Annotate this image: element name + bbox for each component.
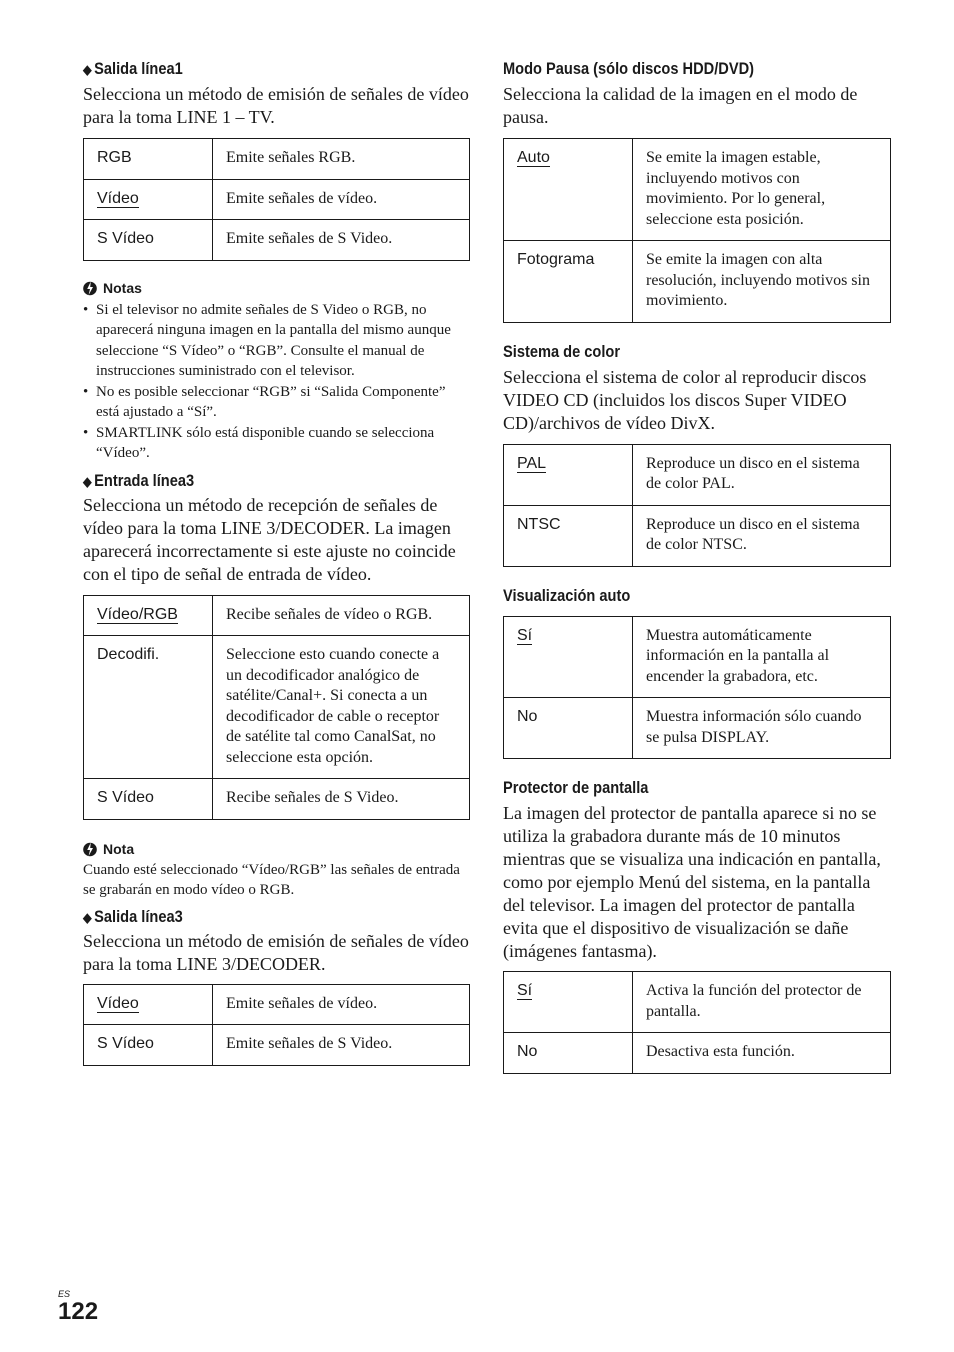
heading-entrada-linea3: ◆ Entrada línea3 — [83, 470, 195, 490]
table-row — [504, 241, 891, 323]
option-key: No — [504, 698, 633, 759]
diamond-bullet-icon: ◆ — [83, 473, 92, 489]
option-key: Fotograma — [504, 241, 633, 323]
option-desc: Desactiva esta función. — [633, 1033, 891, 1074]
table-row — [504, 616, 891, 698]
option-desc: Recibe señales de vídeo o RGB. — [213, 595, 470, 636]
option-key: NTSC — [504, 505, 633, 566]
option-desc: Muestra información sólo cuando se pulsa DISPLAY. — [633, 698, 891, 759]
list-item: • No es posible seleccionar “RGB” si “Salida Componente” está ajustado a “Sí”. — [83, 382, 470, 423]
option-key: S Vídeo — [84, 220, 213, 261]
diamond-bullet-icon: ◆ — [83, 909, 92, 925]
protector-pantalla-table — [503, 971, 891, 1074]
option-desc: Emite señales de vídeo. — [213, 984, 470, 1025]
nota-text: Cuando esté seleccionado “Vídeo/RGB” las señales de entrada se grabarán en modo vídeo o RGB. — [83, 861, 460, 898]
visualizacion-auto-table — [503, 616, 891, 760]
notas-list — [83, 300, 470, 464]
option-key: Vídeo/RGB — [84, 595, 213, 636]
table-row — [84, 179, 470, 220]
entrada-linea3-description: Selecciona un método de recepción de señales de vídeo para la toma LINE 3/DECODER. La imagen aparecerá incorrectamente si este ajuste no coincide con el tipo de señal de entrada de vídeo. — [83, 494, 456, 584]
left-column — [83, 58, 470, 1066]
salida-linea1-table — [83, 138, 470, 261]
modo-pausa-description: Selecciona la calidad de la imagen en el modo de pausa. — [503, 84, 858, 127]
option-desc: Se emite la imagen estable, incluyendo motivos con movimiento. Por lo general, seleccione esta posición. — [633, 139, 891, 241]
option-desc: Emite señales de vídeo. — [213, 179, 470, 220]
option-key: PAL — [504, 444, 633, 505]
heading-modo-pausa: Modo Pausa (sólo discos HDD/DVD) — [503, 59, 755, 78]
right-column — [503, 58, 891, 1074]
table-row — [84, 139, 470, 180]
table-row — [504, 444, 891, 505]
salida-linea3-table — [83, 984, 470, 1066]
sistema-color-table — [503, 444, 891, 567]
table-row — [504, 139, 891, 241]
option-key: S Vídeo — [84, 779, 213, 820]
notas-heading: Notas — [83, 279, 470, 297]
option-key: Sí — [504, 616, 633, 698]
option-key: Sí — [504, 972, 633, 1033]
option-key: Vídeo — [84, 179, 213, 220]
option-desc: Se emite la imagen con alta resolución, incluyendo motivos sin movimiento. — [633, 241, 891, 323]
note-icon — [83, 280, 97, 296]
option-key: RGB — [84, 139, 213, 180]
option-key: Auto — [504, 139, 633, 241]
option-desc: Emite señales de S Video. — [213, 1025, 470, 1066]
page-number: 122 — [58, 1298, 99, 1325]
option-key: No — [504, 1033, 633, 1074]
table-row — [504, 698, 891, 759]
option-desc: Reproduce un disco en el sistema de color NTSC. — [633, 505, 891, 566]
table-row — [504, 505, 891, 566]
option-desc: Muestra automáticamente información en la pantalla al encender la grabadora, etc. — [633, 616, 891, 698]
table-row — [84, 779, 470, 820]
table-row — [84, 984, 470, 1025]
table-row — [84, 1025, 470, 1066]
option-desc: Recibe señales de S Video. — [213, 779, 470, 820]
table-row — [504, 1033, 891, 1074]
option-desc: Emite señales RGB. — [213, 139, 470, 180]
list-item: • SMARTLINK sólo está disponible cuando se selecciona “Vídeo”. — [83, 423, 470, 464]
modo-pausa-table — [503, 138, 891, 323]
option-desc: Reproduce un disco en el sistema de color PAL. — [633, 444, 891, 505]
salida-linea3-description: Selecciona un método de emisión de señales de vídeo para la toma LINE 3/DECODER. — [83, 930, 469, 974]
table-row — [84, 595, 470, 636]
language-tag: ES — [58, 1289, 71, 1299]
option-key: Vídeo — [84, 984, 213, 1025]
heading-protector-pantalla: Protector de pantalla — [503, 778, 649, 797]
table-row — [84, 220, 470, 261]
note-icon — [83, 841, 97, 857]
option-desc: Seleccione esto cuando conecte a un decodificador analógico de satélite/Canal+. Si conecta a un decodificador de cable o receptor de satélite tal como CanalSat, no seleccione esta opción. — [213, 636, 470, 779]
option-desc: Activa la función del protector de pantalla. — [633, 972, 891, 1033]
heading-sistema-color: Sistema de color — [503, 341, 621, 361]
heading-salida-linea1: ◆ Salida línea1 — [83, 59, 183, 78]
protector-pantalla-description: La imagen del protector de pantalla aparece si no se utiliza la grabadora durante más de 10 minutos mientras que se visualiza una indicación en pantalla, como por ejemplo Menú del sistema, en la pantalla del televisor. La imagen del protector de pantalla evita que el dispositivo de visualización se dañe (imágenes fantasma). — [503, 803, 881, 961]
entrada-linea3-table — [83, 595, 470, 820]
option-key: S Vídeo — [84, 1025, 213, 1066]
diamond-bullet-icon: ◆ — [83, 62, 92, 77]
sistema-color-description: Selecciona el sistema de color al reproducir discos VIDEO CD (incluidos los discos Super VIDEO CD)/archivos de vídeo DivX. — [503, 366, 867, 433]
heading-salida-linea3: ◆ Salida línea3 — [83, 906, 183, 926]
option-key: Decodifi. — [84, 636, 213, 779]
option-desc: Emite señales de S Video. — [213, 220, 470, 261]
table-row — [84, 636, 470, 779]
list-item: • Si el televisor no admite señales de S Video o RGB, no aparecerá ninguna imagen en la pantalla del mismo aunque seleccione “S Vídeo” o “RGB”. Consulte el manual de instrucciones suministrado con el televisor. — [83, 300, 470, 382]
nota-heading: Nota — [83, 840, 470, 858]
salida-linea1-description: Selecciona un método de emisión de señales de vídeo para la toma LINE 1 – TV. — [83, 84, 469, 127]
heading-visualizacion-auto: Visualización auto — [503, 585, 631, 605]
table-row — [504, 972, 891, 1033]
